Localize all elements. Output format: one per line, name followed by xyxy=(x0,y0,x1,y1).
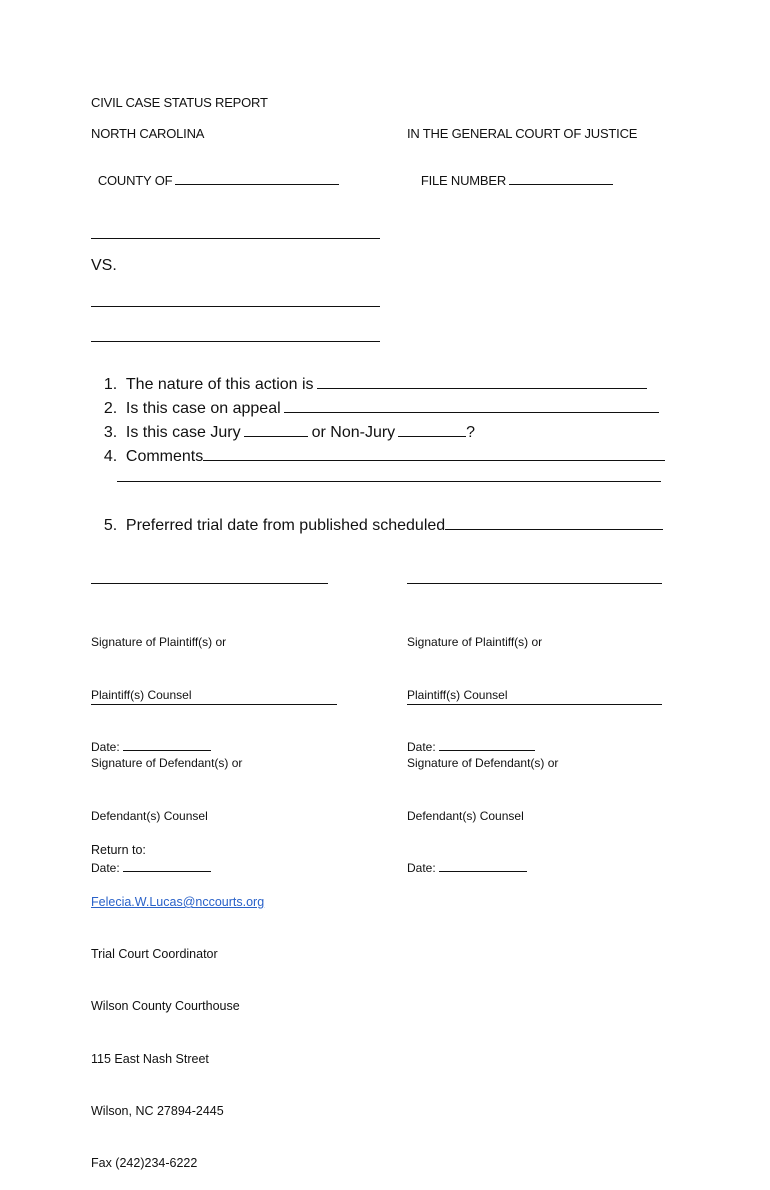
state-label: NORTH CAROLINA xyxy=(91,126,205,141)
question-2: 2. Is this case on appeal xyxy=(95,382,659,418)
plaintiff-signature-block-right: Signature of Plaintiff(s) or Plaintiff(s) Counsel Date: xyxy=(407,635,543,754)
return-line: 115 East Nash Street xyxy=(91,1051,209,1066)
document-title: CIVIL CASE STATUS REPORT xyxy=(91,95,268,110)
file-number-row xyxy=(414,157,613,188)
defendant-signature-line-right[interactable] xyxy=(407,704,662,705)
file-number-label: FILE NUMBER xyxy=(420,173,507,188)
question-3: 3. Is this case Jury or Non-Jury ? xyxy=(103,424,476,441)
return-line: Fax (242)234-6222 xyxy=(91,1156,198,1171)
defendant-signature-block-left: Signature of Defendant(s) or Defendant(s) Counsel Date: xyxy=(91,756,243,875)
plaintiff-signature-block-left: Signature of Plaintiff(s) or Plaintiff(s) Counsel Date: xyxy=(91,635,227,754)
plaintiff-signature-line-right[interactable] xyxy=(407,583,662,584)
comments-line-2[interactable] xyxy=(117,481,661,482)
question-5: 5. Preferred trial date from published scheduled xyxy=(95,499,663,535)
county-field[interactable] xyxy=(175,172,339,185)
return-to-label: Return to: xyxy=(91,842,146,857)
plaintiff-name-line[interactable] xyxy=(91,238,380,239)
return-line: Trial Court Coordinator xyxy=(91,947,218,962)
defendant-signature-line-left[interactable] xyxy=(91,704,337,705)
comments-field[interactable] xyxy=(203,448,665,461)
return-to-block xyxy=(91,807,264,1190)
trial-date-field[interactable] xyxy=(445,517,663,530)
email-link[interactable]: Felecia.W.Lucas@nccourts.org xyxy=(91,895,265,910)
return-line: Wilson, NC 27894-2445 xyxy=(91,1103,224,1118)
question-1: 1. The nature of this action is xyxy=(95,358,647,394)
county-row xyxy=(91,157,339,188)
question-4: 4. Comments xyxy=(95,430,665,466)
court-label: IN THE GENERAL COURT OF JUSTICE xyxy=(407,126,638,141)
defendant-signature-block-right: Signature of Defendant(s) or Defendant(s) Counsel Date: xyxy=(407,756,559,875)
defendant-name-line-1[interactable] xyxy=(91,306,380,307)
county-label: COUNTY OF xyxy=(97,173,173,188)
defendant-date-field-right[interactable] xyxy=(439,861,527,872)
plaintiff-signature-line-left[interactable] xyxy=(91,583,328,584)
defendant-name-line-2[interactable] xyxy=(91,341,380,342)
versus-label: VS. xyxy=(91,257,117,274)
return-line: Wilson County Courthouse xyxy=(91,999,240,1014)
file-number-field[interactable] xyxy=(509,172,613,185)
